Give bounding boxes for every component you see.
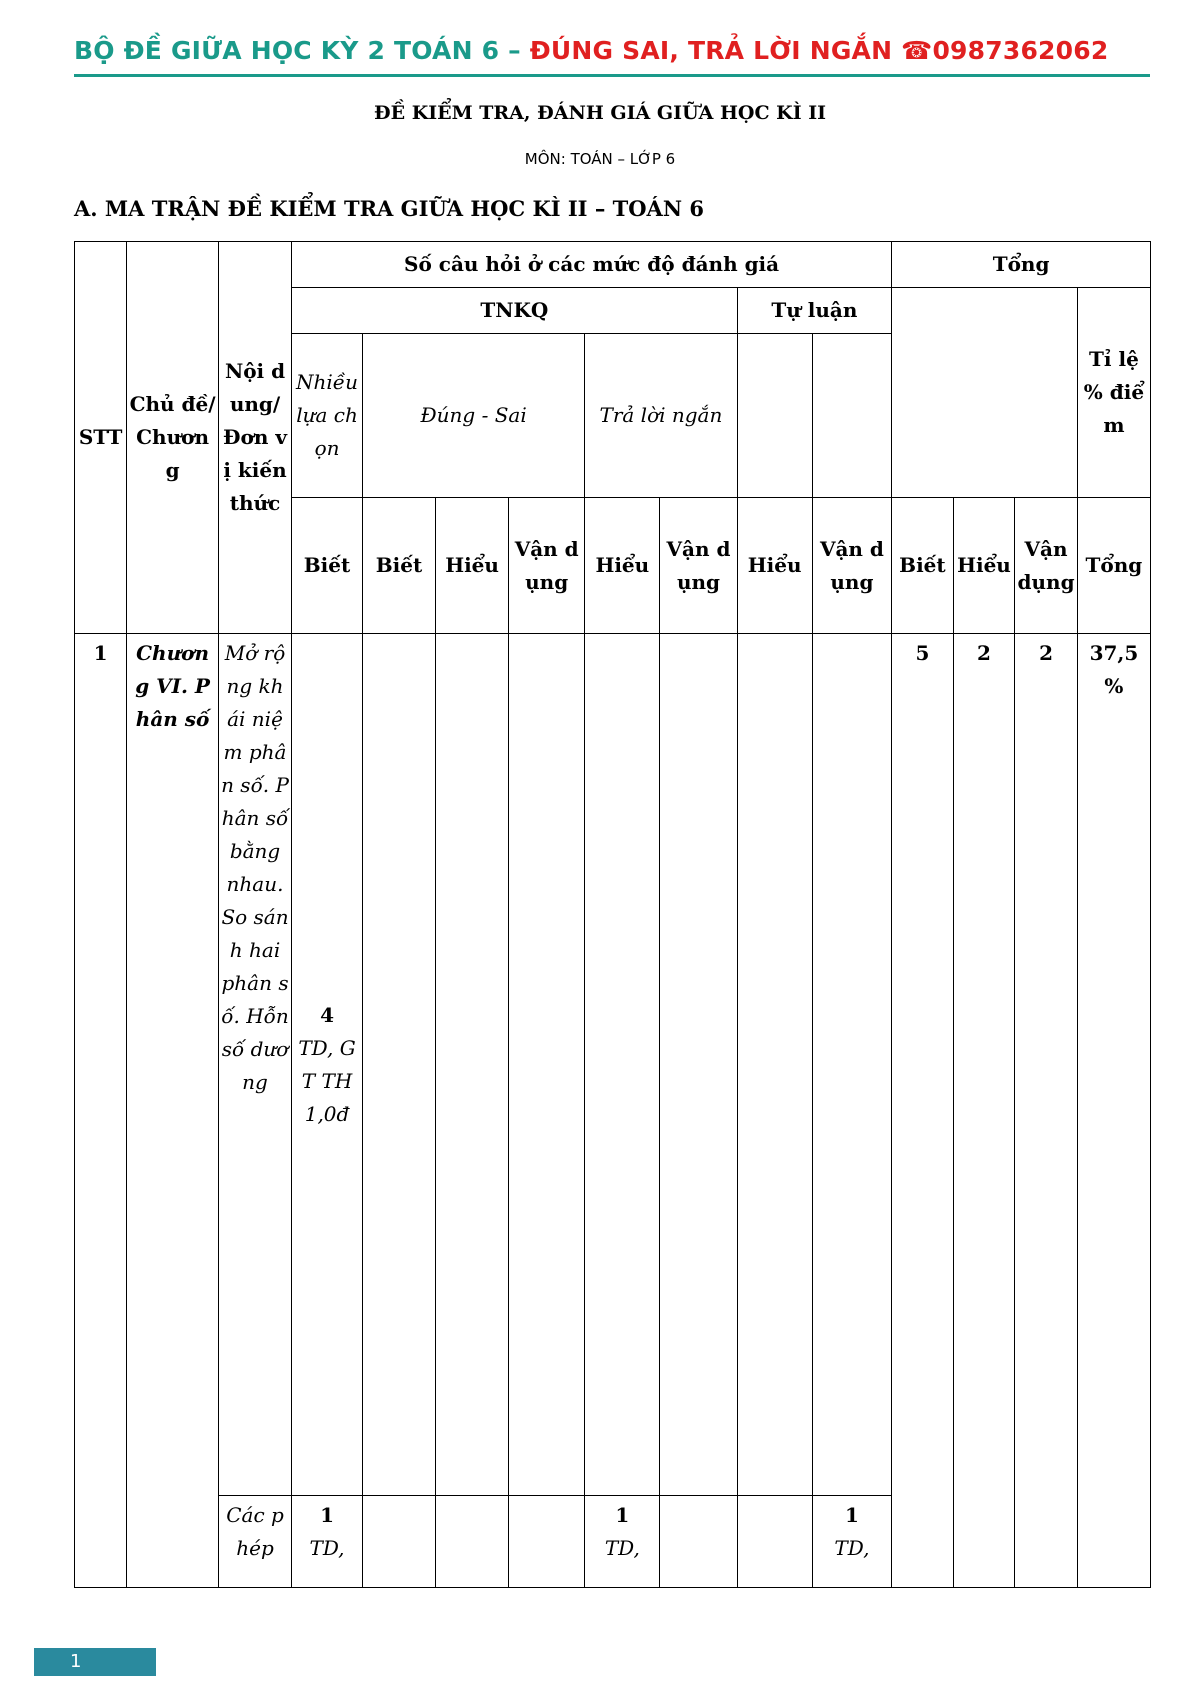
stt-header: STT xyxy=(75,242,127,634)
ti-le-header: Tỉ lệ % điểm xyxy=(1077,288,1150,498)
row-total-hieu: 2 xyxy=(953,634,1015,1588)
total-hieu: Hiểu xyxy=(953,498,1015,634)
row-mc-note: TD, GT TH 1,0đ xyxy=(298,1035,356,1126)
assessment-matrix-table xyxy=(74,241,1151,1588)
short-answer-header: Trả lời ngắn xyxy=(585,334,737,498)
tu-luan-sub-blank-2 xyxy=(812,334,891,498)
empty-cell xyxy=(363,1496,436,1588)
row-content: Mở rộng khái niệm phân số. Phân số bằng nhau. So sánh hai phân số. Hỗn số dương xyxy=(219,634,292,1496)
total-biet: Biết xyxy=(892,498,954,634)
true-false-header: Đúng - Sai xyxy=(363,334,585,498)
row-chapter: Chương VI. Phân số xyxy=(127,634,219,1588)
row-percent: 37,5 % xyxy=(1077,634,1150,1588)
level-tl-vandung: Vận dụng xyxy=(812,498,891,634)
empty-cell xyxy=(363,634,436,1496)
level-ds-biet: Biết xyxy=(363,498,436,634)
level-tln-hieu: Hiểu xyxy=(585,498,660,634)
level-tln-vandung: Vận dụng xyxy=(660,498,737,634)
level-tl-hieu: Hiểu xyxy=(737,498,812,634)
level-mc-biet: Biết xyxy=(292,498,363,634)
empty-cell xyxy=(585,634,660,1496)
level-ds-vandung: Vận dụng xyxy=(509,498,585,634)
row2-tl-cell xyxy=(812,1496,891,1588)
row2-mc-note: TD, xyxy=(309,1536,345,1560)
empty-cell xyxy=(436,634,509,1496)
row-total-vandung: 2 xyxy=(1015,634,1078,1588)
empty-cell xyxy=(509,634,585,1496)
empty-cell xyxy=(436,1496,509,1588)
row2-tln-cell xyxy=(585,1496,660,1588)
header-title: BỘ ĐỀ GIỮA HỌC KỲ 2 TOÁN 6 – xyxy=(74,36,530,65)
row-mc-count: 4 xyxy=(320,1002,334,1027)
row-mc-cell xyxy=(292,634,363,1496)
total-header: Tổng xyxy=(892,242,1151,288)
row2-tln-count: 1 xyxy=(615,1503,630,1527)
chu-de-header: Chủ đề/ Chương xyxy=(127,242,219,634)
tu-luan-sub-blank-1 xyxy=(737,334,812,498)
total-vandung: Vận dụng xyxy=(1015,498,1078,634)
empty-cell xyxy=(737,1496,812,1588)
header-phone: ☎0987362062 xyxy=(901,36,1109,65)
empty-cell xyxy=(737,634,812,1496)
empty-cell xyxy=(509,1496,585,1588)
total-tong: Tổng xyxy=(1077,498,1150,634)
header-divider xyxy=(74,74,1150,77)
row2-mc-cell xyxy=(292,1496,363,1588)
document-title: ĐỀ KIỂM TRA, ĐÁNH GIÁ GIỮA HỌC KÌ II xyxy=(374,102,826,124)
row2-content: Các phép xyxy=(219,1496,292,1588)
level-ds-hieu: Hiểu xyxy=(436,498,509,634)
empty-cell xyxy=(660,634,737,1496)
empty-cell xyxy=(812,634,891,1496)
total-blank-cell xyxy=(892,288,1078,498)
row2-tl-count: 1 xyxy=(844,1503,859,1527)
table-row xyxy=(75,634,1151,1496)
question-levels-header: Số câu hỏi ở các mức độ đánh giá xyxy=(292,242,892,288)
document-header xyxy=(74,36,1150,65)
empty-cell xyxy=(660,1496,737,1588)
noi-dung-header: Nội dung/ Đơn vị kiến thức xyxy=(219,242,292,634)
row2-tln-note: TD, xyxy=(604,1536,640,1560)
row-stt: 1 xyxy=(75,634,127,1588)
header-subtitle: ĐÚNG SAI, TRẢ LỜI NGẮN xyxy=(529,36,902,65)
multiple-choice-header: Nhiều lựa chọn xyxy=(292,334,363,498)
page-number: 1 xyxy=(34,1648,156,1676)
row2-tl-note: TD, xyxy=(834,1536,870,1560)
row2-mc-count: 1 xyxy=(320,1503,334,1527)
header-row-1 xyxy=(75,242,1151,288)
tu-luan-header: Tự luận xyxy=(737,288,892,334)
subject-line: MÔN: TOÁN – LỚP 6 xyxy=(524,150,676,168)
row-total-biet: 5 xyxy=(892,634,954,1588)
tnkq-header: TNKQ xyxy=(292,288,738,334)
section-heading: A. MA TRẬN ĐỀ KIỂM TRA GIỮA HỌC KÌ II – TOÁN 6 xyxy=(74,196,704,221)
